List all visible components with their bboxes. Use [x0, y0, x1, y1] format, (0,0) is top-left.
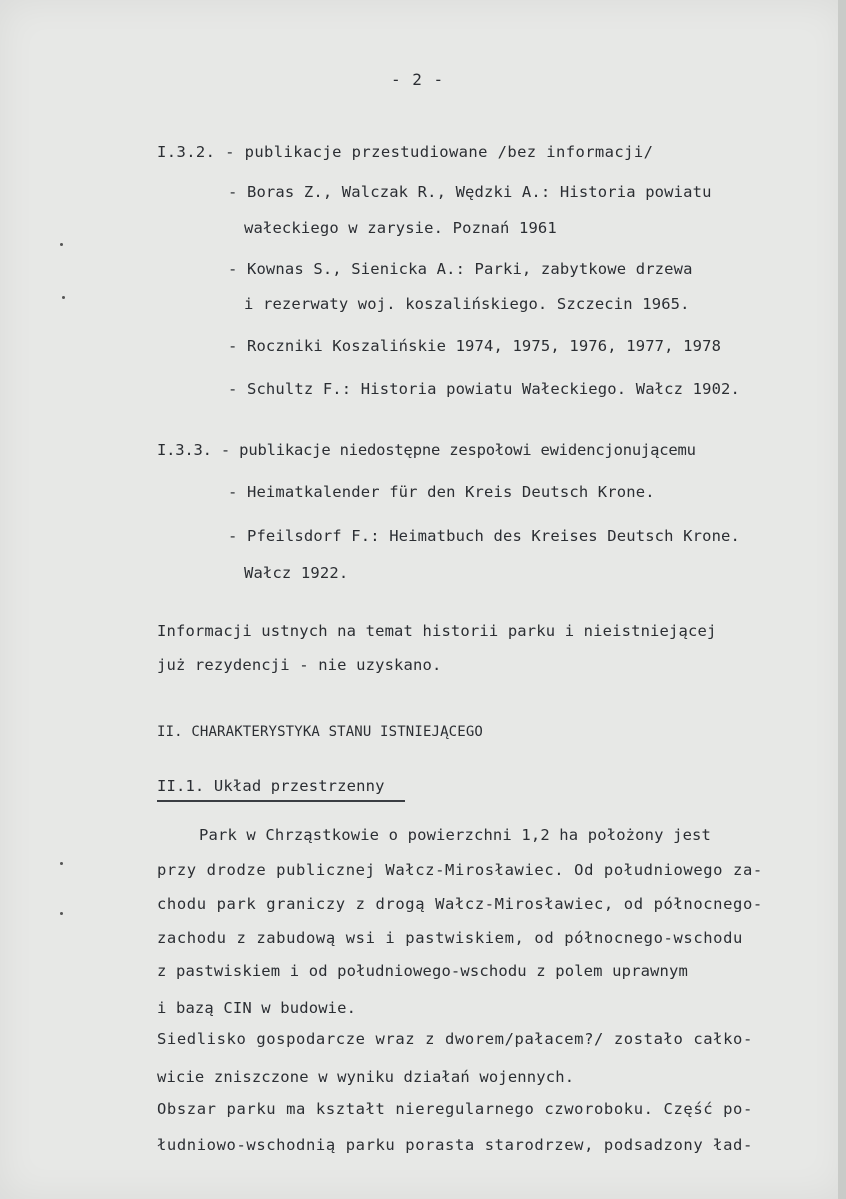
- paragraph-line: Siedlisko gospodarcze wraz z dworem/pałacem?/ zostało całko-: [157, 1030, 753, 1048]
- subsection-heading: II.1. Układ przestrzenny: [157, 777, 385, 795]
- bibliography-entry: - Schultz F.: Historia powiatu Wałeckiego. Wałcz 1902.: [228, 380, 741, 398]
- paragraph-line: przy drodze publicznej Wałcz-Mirosławiec. Od południowego za-: [157, 861, 763, 879]
- paragraph-line: już rezydencji - nie uzyskano.: [157, 656, 442, 674]
- paragraph-line: i bazą CIN w budowie.: [157, 999, 357, 1017]
- paragraph-line: wicie zniszczone w wyniku działań wojennych.: [157, 1068, 575, 1086]
- paragraph-line: Informacji ustnych na temat historii parku i nieistniejącej: [157, 622, 717, 640]
- section-heading-i-3-2: I.3.2. - publikacje przestudiowane /bez informacji/: [157, 143, 654, 161]
- bibliography-entry: - Boras Z., Walczak R., Wędzki A.: Historia powiatu: [228, 183, 712, 201]
- paragraph-line: Park w Chrząstkowie o powierzchni 1,2 ha położony jest: [199, 826, 712, 844]
- bibliography-entry: - Heimatkalender für den Kreis Deutsch Krone.: [228, 483, 655, 501]
- paper-speck: [60, 243, 63, 246]
- paragraph-line: łudniowo-wschodnią parku porasta starodrzew, podsadzony ład-: [157, 1136, 753, 1154]
- page-edge: [838, 0, 846, 1199]
- bibliography-entry-continued: i rezerwaty woj. koszalińskiego. Szczecin 1965.: [244, 295, 690, 313]
- bibliography-entry: - Pfeilsdorf F.: Heimatbuch des Kreises Deutsch Krone.: [228, 527, 741, 545]
- chapter-heading: II. CHARAKTERYSTYKA STANU ISTNIEJĄCEGO: [157, 724, 483, 740]
- section-heading-i-3-3: I.3.3. - publikacje niedostępne zespołowi ewidencjonującemu: [157, 441, 696, 459]
- paragraph-line: Obszar parku ma kształt nieregularnego czworoboku. Część po-: [157, 1100, 753, 1118]
- heading-underline: [157, 800, 405, 802]
- paragraph-line: chodu park graniczy z drogą Wałcz-Mirosławiec, od północnego-: [157, 895, 763, 913]
- paper-speck: [62, 296, 65, 299]
- paragraph-line: zachodu z zabudową wsi i pastwiskiem, od północnego-wschodu: [157, 929, 743, 947]
- page-number: - 2 -: [391, 70, 445, 89]
- bibliography-entry-continued: wałeckiego w zarysie. Poznań 1961: [244, 219, 557, 237]
- paper-speck: [60, 862, 63, 865]
- bibliography-entry: - Roczniki Koszalińskie 1974, 1975, 1976, 1977, 1978: [228, 337, 722, 355]
- paragraph-line: z pastwiskiem i od południowego-wschodu z polem uprawnym: [157, 962, 688, 980]
- bibliography-entry: - Kownas S., Sienicka A.: Parki, zabytkowe drzewa: [228, 260, 693, 278]
- bibliography-entry-continued: Wałcz 1922.: [244, 564, 349, 582]
- paper-speck: [60, 912, 63, 915]
